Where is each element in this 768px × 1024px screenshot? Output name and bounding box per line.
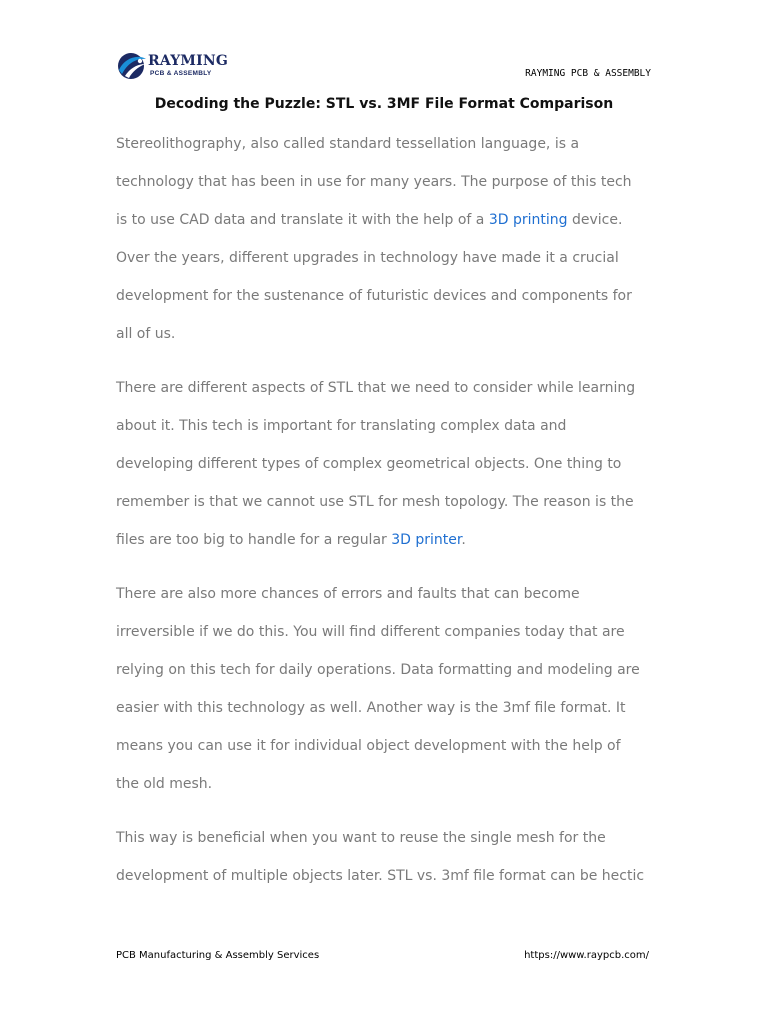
text-segment: device. [567, 212, 623, 228]
text-segment: . [461, 532, 466, 548]
text-line [116, 521, 676, 559]
header-company-label: RAYMING PCB & ASSEMBLY [525, 68, 651, 79]
text-segment: This way is beneficial when you want to reuse the single mesh for the [116, 830, 606, 846]
inline-link[interactable]: 3D printer [391, 532, 462, 548]
footer-website-url[interactable]: https://www.raypcb.com/ [524, 950, 649, 961]
text-segment: files are too big to handle for a regular [116, 532, 392, 548]
company-logo [116, 50, 226, 84]
text-line [116, 613, 676, 651]
text-segment: There are different aspects of STL that we need to consider while learning [116, 380, 636, 396]
footer-services-text: PCB Manufacturing & Assembly Services [116, 950, 320, 961]
text-line [116, 201, 676, 239]
text-line [116, 163, 676, 201]
text-line [116, 689, 676, 727]
paragraph [116, 575, 676, 803]
paragraph [116, 819, 676, 895]
document-title: Decoding the Puzzle: STL vs. 3MF File Format Comparison [154, 96, 614, 112]
text-line [116, 819, 676, 857]
text-line [116, 315, 676, 353]
text-line [116, 445, 676, 483]
text-segment: easier with this technology as well. Another way is the 3mf file format. It [116, 700, 626, 716]
text-line [116, 765, 676, 803]
text-segment: developing different types of complex geometrical objects. One thing to [116, 456, 622, 472]
text-segment: means you can use it for individual object development with the help of [116, 738, 621, 754]
text-segment: the old mesh. [116, 776, 213, 792]
text-segment: is to use CAD data and translate it with the help of a [116, 212, 489, 228]
text-segment: irreversible if we do this. You will find different companies today that are [116, 624, 625, 640]
text-line [116, 125, 676, 163]
text-segment: There are also more chances of errors and faults that can become [116, 586, 580, 602]
text-segment: relying on this tech for daily operations. Data formatting and modeling are [116, 662, 640, 678]
rayming-swoosh-logo-icon [116, 50, 148, 82]
text-segment: about it. This tech is important for translating complex data and [116, 418, 567, 434]
text-segment: Over the years, different upgrades in technology have made it a crucial [116, 250, 619, 266]
paragraph [116, 125, 676, 353]
text-line [116, 369, 676, 407]
text-segment: development for the sustenance of futuristic devices and components for [116, 288, 632, 304]
text-segment: Stereolithography, also called standard tessellation language, is a [116, 136, 580, 152]
text-segment: development of multiple objects later. STL vs. 3mf file format can be hectic [116, 868, 645, 884]
text-segment: all of us. [116, 326, 176, 342]
text-line [116, 277, 676, 315]
text-segment: technology that has been in use for many years. The purpose of this tech [116, 174, 632, 190]
text-line [116, 575, 676, 613]
document-body [116, 125, 676, 911]
logo-name: RAYMING [148, 53, 228, 69]
text-segment: remember is that we cannot use STL for mesh topology. The reason is the [116, 494, 634, 510]
text-line [116, 857, 676, 895]
text-line [116, 727, 676, 765]
text-line [116, 239, 676, 277]
inline-link[interactable]: 3D printing [488, 212, 568, 228]
paragraph [116, 369, 676, 559]
text-line [116, 651, 676, 689]
text-line [116, 483, 676, 521]
logo-tagline: PCB & ASSEMBLY [150, 70, 212, 77]
text-line [116, 407, 676, 445]
